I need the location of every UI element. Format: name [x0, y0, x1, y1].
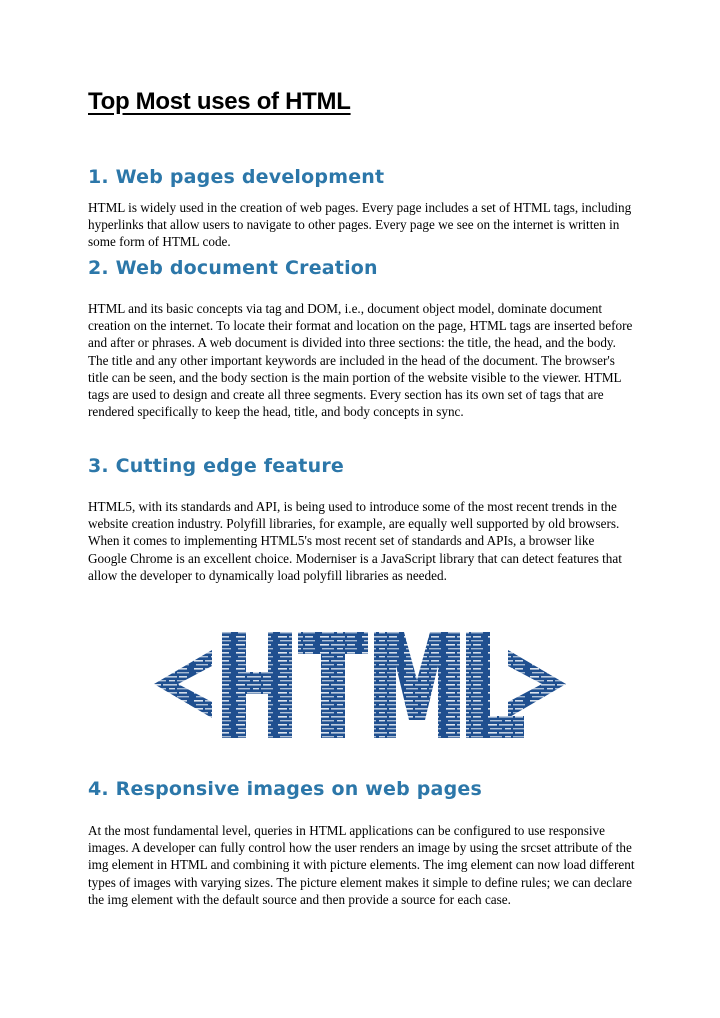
- html-logo-svg: [150, 626, 570, 744]
- section-body-4: At the most fundamental level, queries in HTML applications can be configured to use responsive images. A developer can fully control how the user renders an image by using the srcset attribute of the img element in HTML and combining it with picture elements. The img element can now load different types of images with varying sizes. The picture element makes it simple to define rules; we can declare the img element with the default source and then provide a source for each case.: [88, 823, 635, 907]
- section-body-1: HTML is widely used in the creation of web pages. Every page includes a set of HTML tags, including hyperlinks that allow users to navigate to other pages. Every page we see on the internet is written in some form of HTML code.: [88, 200, 632, 250]
- section-body-2: HTML and its basic concepts via tag and DOM, i.e., document object model, dominate document creation on the internet. To locate their format and location on the page, HTML tags are inserted before and after or phrases. A web document is divided into three sections: the title, the head, and the body. The title and any other important keywords are included in the head of the document. The browser's title can be seen, and the body section is the main portion of the website visible to the viewer. HTML tags are used to design and create all three segments. Every section has its own set of tags that are rendered specifically to keep the head, title, and body concepts in sync.: [88, 301, 633, 420]
- page-title: Top Most uses of HTML: [88, 88, 351, 115]
- html-logo-image: [150, 626, 570, 744]
- section-heading-2: 2. Web document Creation: [88, 257, 378, 279]
- section-heading-1: 1. Web pages development: [88, 166, 385, 188]
- section-body-3: HTML5, with its standards and API, is being used to introduce some of the most recent trends in the website creation industry. Polyfill libraries, for example, are equally well supported by old browsers. When it comes to implementing HTML5's most recent set of standards and APIs, a browser like Google Chrome is an excellent choice. Moderniser is a JavaScript library that can detect features that allow the developer to dynamically load polyfill libraries as needed.: [88, 499, 622, 583]
- section-heading-3: 3. Cutting edge feature: [88, 455, 344, 477]
- section-heading-4: 4. Responsive images on web pages: [88, 778, 482, 800]
